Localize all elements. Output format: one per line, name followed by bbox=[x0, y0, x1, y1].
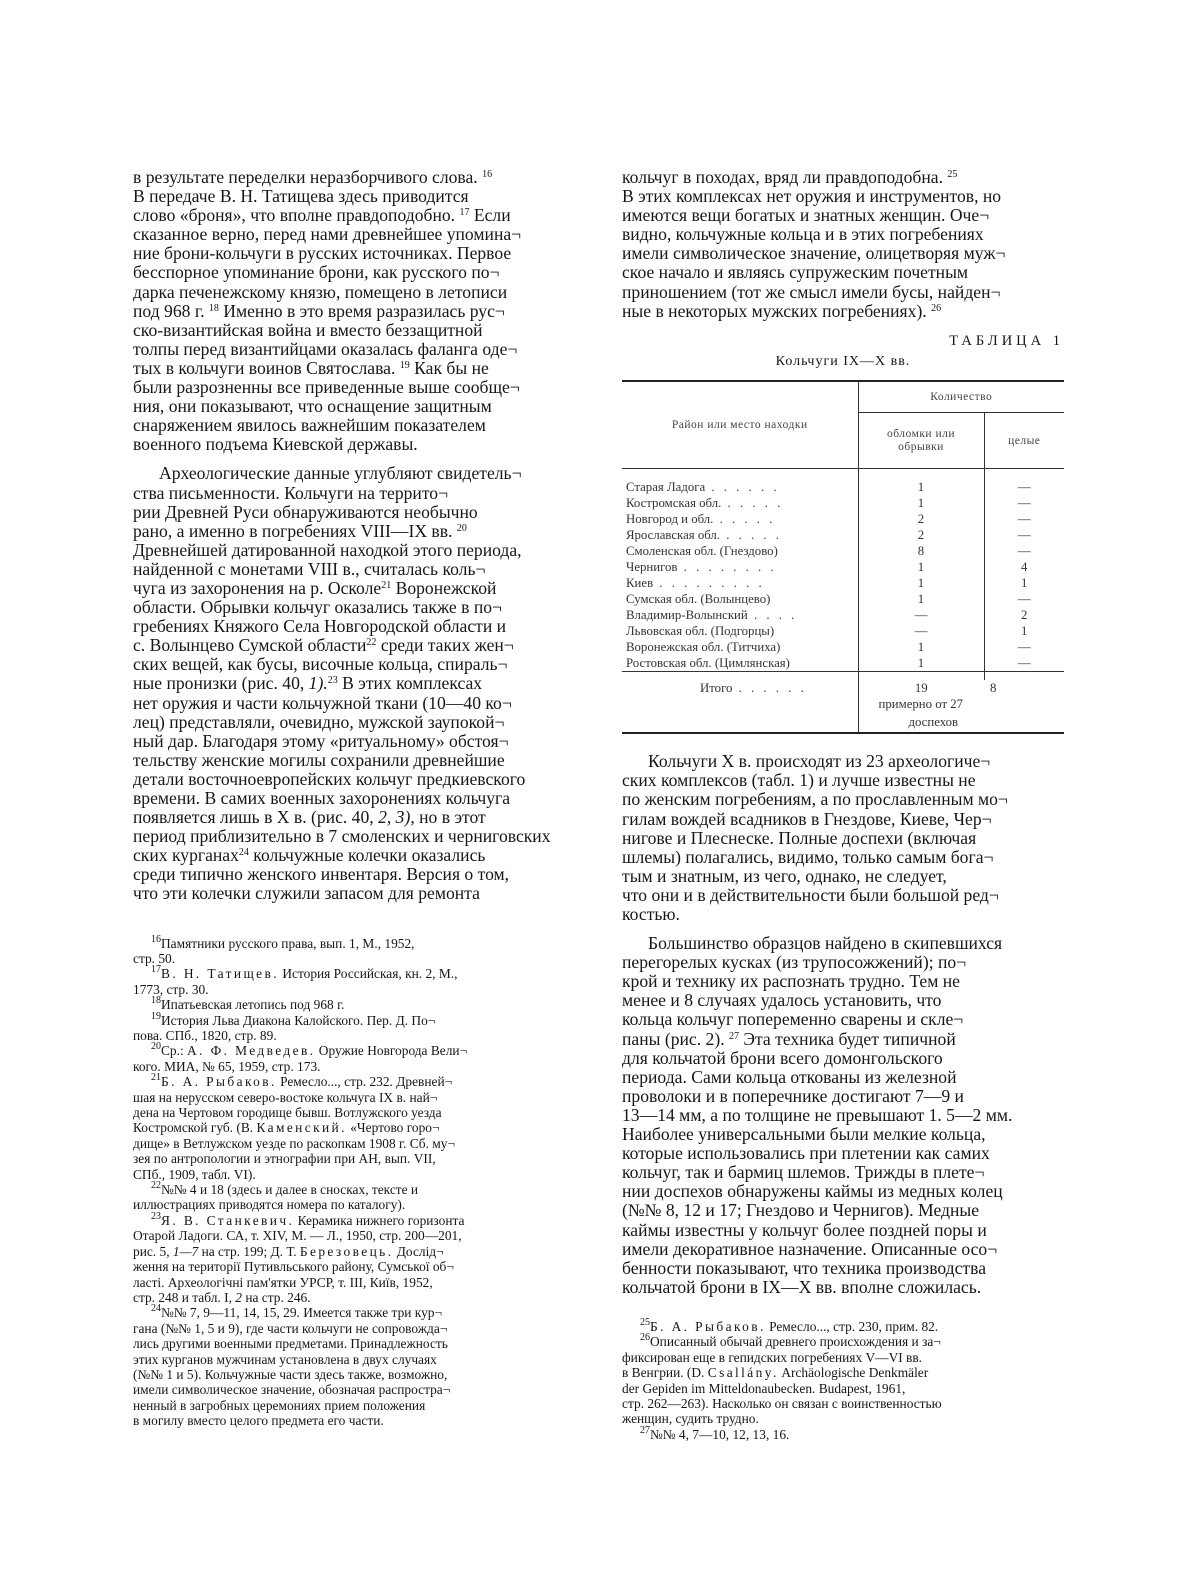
footnote-21: $^{21}$Б. А. Рыбаков. Ремесло..., стр. 232. Древней¬ bbox=[151, 1072, 453, 1090]
table-cell-fragments: 1 bbox=[858, 575, 984, 591]
footnote-ref-23[interactable]: 23 bbox=[327, 675, 338, 687]
footnote-24: $^{24}$№№ 7, 9—11, 14, 15, 29. Имеется также три кур¬ bbox=[151, 1303, 443, 1321]
footnote-ref-24[interactable]: 24 bbox=[238, 847, 249, 859]
footnote-16: $^{16}$Памятники русского права, вып. 1, М., 1952, bbox=[151, 933, 415, 951]
left-paragraph-2: Археологические данные углубляют свидетель¬ ства письменности. Кольчуги на террито¬ рии Древней Руси обнаруживаются необычно рано, а именно в погребениях VIII—IX вв. $^{20}$ Древнейшей датированной находкой этого периода, найденной с монетами VIII в., считалась коль¬ чуга из захоронения на р. Осколе$^{21}$ Воронежской области. Обрывки кольчуг оказались также в по¬ гребениях Княжого Села Новгородской области и с. Волынцево Сумской области$^{22}$ среди таких жен¬ ских вещей, как бусы, височные кольца, спираль¬ ные пронизки (рис. 40, 1).$^{23}$ В этих комплексах нет оружия и части кольчужной ткани (10—40 ко¬ лец) представляли, очевидно, мужской заупокой¬ ный дар. Благодаря этому «ритуальному» обстоя¬ тельству женские могилы сохранили древнейшие детали восточноевропейских кольчуг предкиевского времени. В самих военных захоронениях кольчуга появляется лишь в X в. (рис. 40, 2, 3), но в этот период приблизительно в 7 смоленских и черниговских ских курганах$^{24}$ кольчужные колечки оказались среди типично женского инвентаря. Версия о том, что эти колечки служили запасом для ремонта bbox=[133, 463, 551, 904]
table-cell-fragments: — bbox=[858, 623, 984, 639]
footnote-18: $^{18}$Ипатьевская летопись под 968 г. bbox=[151, 995, 345, 1013]
footnote-ref-18[interactable]: 18 bbox=[208, 302, 219, 314]
table-cell-region: Львовская обл. (Подгорцы) bbox=[626, 624, 775, 639]
table-cell-whole: 4 bbox=[984, 559, 1064, 575]
table-cell-whole: — bbox=[984, 655, 1064, 672]
table-row bbox=[622, 543, 1064, 559]
footnote-26: $^{26}$Описанный обычай древнего происхождения и за¬ bbox=[640, 1332, 941, 1350]
right-column bbox=[622, 168, 1064, 1442]
table-cell-fragments: 1 bbox=[858, 559, 984, 575]
table-cell-fragments: — bbox=[858, 607, 984, 623]
table-cell-whole: — bbox=[984, 639, 1064, 655]
footnote-23: $^{23}$Я. В. Станкевич. Керамика нижнего горизонта bbox=[151, 1210, 465, 1228]
footnote-ref-26[interactable]: 26 bbox=[931, 302, 942, 314]
table-cell-fragments: 2 bbox=[858, 511, 984, 527]
table-header-quantity: Количество bbox=[858, 381, 1064, 413]
table-cell-region: Смоленская обл. (Гнездово) bbox=[626, 544, 778, 559]
table-row: Ярославская обл. . . . . . 2 — bbox=[622, 527, 1064, 543]
right-footnotes: $^{25}$Б. А. Рыбаков. Ремесло..., стр. 230, прим. 82. $^{26}$Описанный обычай древнего происхождения и за¬ фиксирован еще в гепидских погребениях V—VI вв. в Венгрии. (D. Csallány. Archäologische Denkmäler der Gepiden im Mitteldonaubecken. Budapest, 1961, стр. 262—263). Насколько он связан с воинственностью женщин, судить трудно. $^{27}$№№ 4, 7—10, 12, 13, 16. bbox=[622, 1319, 1064, 1442]
left-footnotes: $^{16}$Памятники русского права, вып. 1, М., 1952, стр. 50. $^{17}$В. Н. Татищев. История Российская, кн. 2, М., 1773, стр. 30. $^{18}$Ипатьевская летопись под 968 г. $^{19}$История Льва Диакона Калойского. Пер. Д. По¬ пова. СПб., 1820, стр. 89. $^{20}$Ср.: А. Ф. Медведев. Оружие Новгорода Вели¬ кого. МИА, № 65, 1959, стр. 173. $^{21}$Б. А. Рыбаков. Ремесло..., стр. 232. Древней¬ шая на нерусском северо-востоке кольчуга IX в. най¬ дена на Чертовом городище бывш. Вотлужского уезда Костромской губ. (В. Каменский. «Чертово горо¬ дище» в Ветлужском уезде по раскопкам 1908 г. Сб. му¬ зея по антропологии и этнографии при АН, вып. VII, СПб., 1909, табл. VI). $^{22}$№№ 4 и 18 (здесь и далее в сносках, тексте и иллюстрациях приводятся номера по каталогу). $^{23}$Я. В. Станкевич. Керамика нижнего горизонта Отарой Ладоги. СА, т. XIV, М. — Л., 1950, стр. 200—201, рис. 5, 1—7 на стр. 199; Д. Т. Березовець. Дослід¬ ження на території Путивльського району, Сумської об¬ ласті. Археологічні пам'ятки УРСР, т. III, Київ, 1952, стр. 248 и табл. I, 2 на стр. 246. $^{24}$№№ 7, 9—11, 14, 15, 29. Имеется также три кур¬ гана (№№ 1, 5 и 9), где части кольчуги не сопровожда¬ лись другими военными предметами. Принадлежность этих курганов мужчинам установлена в двух случаях (№№ 1 и 5). Кольчужные части здесь также, возможно, имели символическое значение, обозначая распростра¬ ненный в загробных церемониях прием положения в могилу вместо целого предмета его части. bbox=[133, 936, 574, 1429]
chainmail-table: Район или место находки Количество обломки или обрывки целые Старая Ладога . . . . . . 1 — Костромская обл. . . . . . 1 — Новгород и обл. . . . . . 2 — Ярославская обл. . . . . . 2 — Смоленская обл. (Гнездово) 8 — Чернигов . . . . . . . . 1 4 Киев . . . . . . . . . 1 1 Сумская обл. (Волынцево) 1 — Владимир-Волынский . . . . — 2 Львовская обл. (Подгорцы) — 1 Воронежская обл. (Титчиха) 1 — Ростовская обл. (Цимлянская) 1 — Итого . . . . . . 19 8 примерно от 27 доспехов bbox=[622, 380, 1064, 735]
table-cell-whole: 1 bbox=[984, 623, 1064, 639]
table-cell-fragments: 1 bbox=[858, 495, 984, 511]
table-cell-region: Ростовская обл. (Цимлянская) bbox=[626, 656, 790, 671]
table-row bbox=[622, 623, 1064, 639]
table-cell-region: Новгород и обл. bbox=[626, 512, 714, 527]
table-cell-region: Старая Ладога bbox=[626, 480, 706, 495]
table-header-fragments: обломки или обрывки bbox=[858, 413, 984, 469]
table-caption: Кольчуги IX—X вв. bbox=[775, 353, 911, 369]
table-cell-region: Владимир-Волынский bbox=[626, 608, 748, 623]
footnote-ref-16[interactable]: 16 bbox=[482, 169, 493, 180]
footnote-ref-20[interactable]: 20 bbox=[456, 522, 467, 534]
table-row: Чернигов . . . . . . . . 1 4 bbox=[622, 559, 1064, 575]
table-row: Старая Ладога . . . . . . 1 — bbox=[622, 479, 1064, 495]
right-paragraph-2: Кольчуги X в. происходят из 23 археологиче¬ ских комплексов (табл. 1) и лучше известны не по женским погребениям, а по прославленным мо¬ гилам вождей всадников в Гнездове, Киеве, Чер¬ нигове и Плеснеске. Полные доспехи (включая шлемы) полагались, видимо, только самым бога¬ тым и знатным, из чего, однако, не следует, что они и в действительности были большой ред¬ костью. bbox=[622, 751, 1008, 924]
footnote-ref-21[interactable]: 21 bbox=[381, 579, 392, 591]
table-cell-whole: — bbox=[984, 511, 1064, 527]
table-cell-region: Киев bbox=[626, 576, 654, 591]
table-header-whole: целые bbox=[984, 413, 1064, 469]
table-label: ТАБЛИЦА 1 bbox=[949, 332, 1064, 349]
table-cell-region: Чернигов bbox=[626, 560, 678, 575]
table-row: Новгород и обл. . . . . . 2 — bbox=[622, 511, 1064, 527]
table-row-total: Итого . . . . . . 19 8 bbox=[700, 681, 997, 696]
table-cell-whole: — bbox=[984, 591, 1064, 607]
footnote-20: $^{20}$Ср.: А. Ф. Медведев. Оружие Новгорода Вели¬ bbox=[151, 1041, 468, 1059]
table-cell-whole: — bbox=[984, 479, 1064, 495]
table-cell-fragments: 1 bbox=[858, 479, 984, 495]
footnote-19: $^{19}$История Льва Диакона Калойского. Пер. Д. По¬ bbox=[151, 1010, 436, 1028]
footnote-ref-22[interactable]: 22 bbox=[366, 637, 377, 649]
table-cell-whole: 1 bbox=[984, 575, 1064, 591]
table-cell-fragments: 1 bbox=[858, 639, 984, 655]
table-cell-whole: — bbox=[984, 543, 1064, 559]
table-cell-fragments: 1 bbox=[858, 655, 984, 672]
footnote-22: $^{22}$№№ 4 и 18 (здесь и далее в сносках, тексте и bbox=[151, 1180, 419, 1198]
footnote-ref-27[interactable]: 27 bbox=[729, 1030, 739, 1042]
footnote-27: $^{27}$№№ 4, 7—10, 12, 13, 16. bbox=[640, 1424, 790, 1442]
right-paragraph-1: кольчуг в походах, вряд ли правдоподобна. $^{25}$ В этих комплексах нет оружия и инструментов, но имеются вещи богатых и знатных женщин. Оче¬ видно, кольчужные кольца и в этих погребениях имели символическое значение, олицетворяя муж¬ ское начало и являясь супружеским почетным приношением (тот же смысл имели бусы, найден¬ ные в некоторых мужских погребениях). $^{26}$ bbox=[622, 167, 1006, 321]
table-cell-region: Сумская обл. (Волынцево) bbox=[626, 592, 771, 607]
table-row: Киев . . . . . . . . . 1 1 bbox=[622, 575, 1064, 591]
table-row bbox=[622, 639, 1064, 655]
table-row: Владимир-Волынский . . . . — 2 bbox=[622, 607, 1064, 623]
table-cell-region: Костромская обл. bbox=[626, 496, 722, 511]
table-row: Костромская обл. . . . . . 1 — bbox=[622, 495, 1064, 511]
table-cell-region: Воронежская обл. (Титчиха) bbox=[626, 640, 781, 655]
table-header-region: Район или место находки bbox=[622, 381, 858, 469]
table-cell-whole: — bbox=[984, 527, 1064, 543]
table-cell-region: Ярославская обл. bbox=[626, 528, 721, 543]
left-column bbox=[133, 168, 574, 1429]
left-paragraph-1: в результате переделки неразборчивого слова. $^{16}$ В передаче В. Н. Татищева здесь приводится слово «броня», что вполне правдоподобно. $^{17}$ Если сказанное верно, перед нами древнейшее упомина¬ ние брони-кольчуги в русских источниках. Первое бесспорное упоминание брони, как русского по¬ дарка печенежскому князю, помещено в летописи под 968 г. $^{18}$ Именно в это время разразилась рус¬ ско-византийская война и вместо беззащитной толпы перед византийцами оказалась фаланга оде¬ тых в кольчуги воинов Святослава. $^{19}$ Как бы не были разрозненны все приведенные выше сообще¬ ния, они показывают, что оснащение защитным снаряжением явилось важнейшим показателем военного подъема Киевской державы. bbox=[133, 167, 522, 455]
right-paragraph-3: Большинство образцов найдено в скипевшихся перегорелых кусках (из трупосожжений); по¬ крой и технику их распознать трудно. Тем не менее и 8 случаях удалось установить, что кольца кольчуг попеременно сварены и скле¬ паны (рис. 2). $^{27}$ Эта техника будет типичной для кольчатой брони всего домонгольского периода. Сами кольца откованы из железной проволоки и в поперечнике достигают 7—9 и 13—14 мм, а по толщине не превышают 1. 5—2 мм. Наиболее универсальными были мелкие кольца, которые использовались при плетении как самих кольчуг, так и бармиц шлемов. Трижды в плете¬ нии доспехов обнаружены каймы из медных колец (№№ 8, 12 и 17; Гнездово и Чернигов). Медные каймы известны у кольчуг более поздней поры и имели декоративное назначение. Описанные осо¬ бенности показывают, что техника производства кольчатой брони в IX—X вв. вполне сложилась. bbox=[622, 933, 1013, 1297]
footnote-17: $^{17}$В. Н. Татищев. История Российская, кн. 2, М., bbox=[151, 964, 458, 982]
footnote-ref-19[interactable]: 19 bbox=[399, 359, 410, 371]
footnote-ref-25[interactable]: 25 bbox=[947, 169, 958, 180]
table-cell-whole: — bbox=[984, 495, 1064, 511]
table-cell-whole: 2 bbox=[984, 607, 1064, 623]
table-row bbox=[622, 655, 1064, 672]
footnote-25: $^{25}$Б. А. Рыбаков. Ремесло..., стр. 230, прим. 82. bbox=[640, 1316, 939, 1334]
table-cell-fragments: 1 bbox=[858, 591, 984, 607]
table-cell-fragments: 2 bbox=[858, 527, 984, 543]
table-cell-fragments: 8 bbox=[858, 543, 984, 559]
footnote-ref-17[interactable]: 17 bbox=[459, 207, 470, 219]
table-row bbox=[622, 591, 1064, 607]
